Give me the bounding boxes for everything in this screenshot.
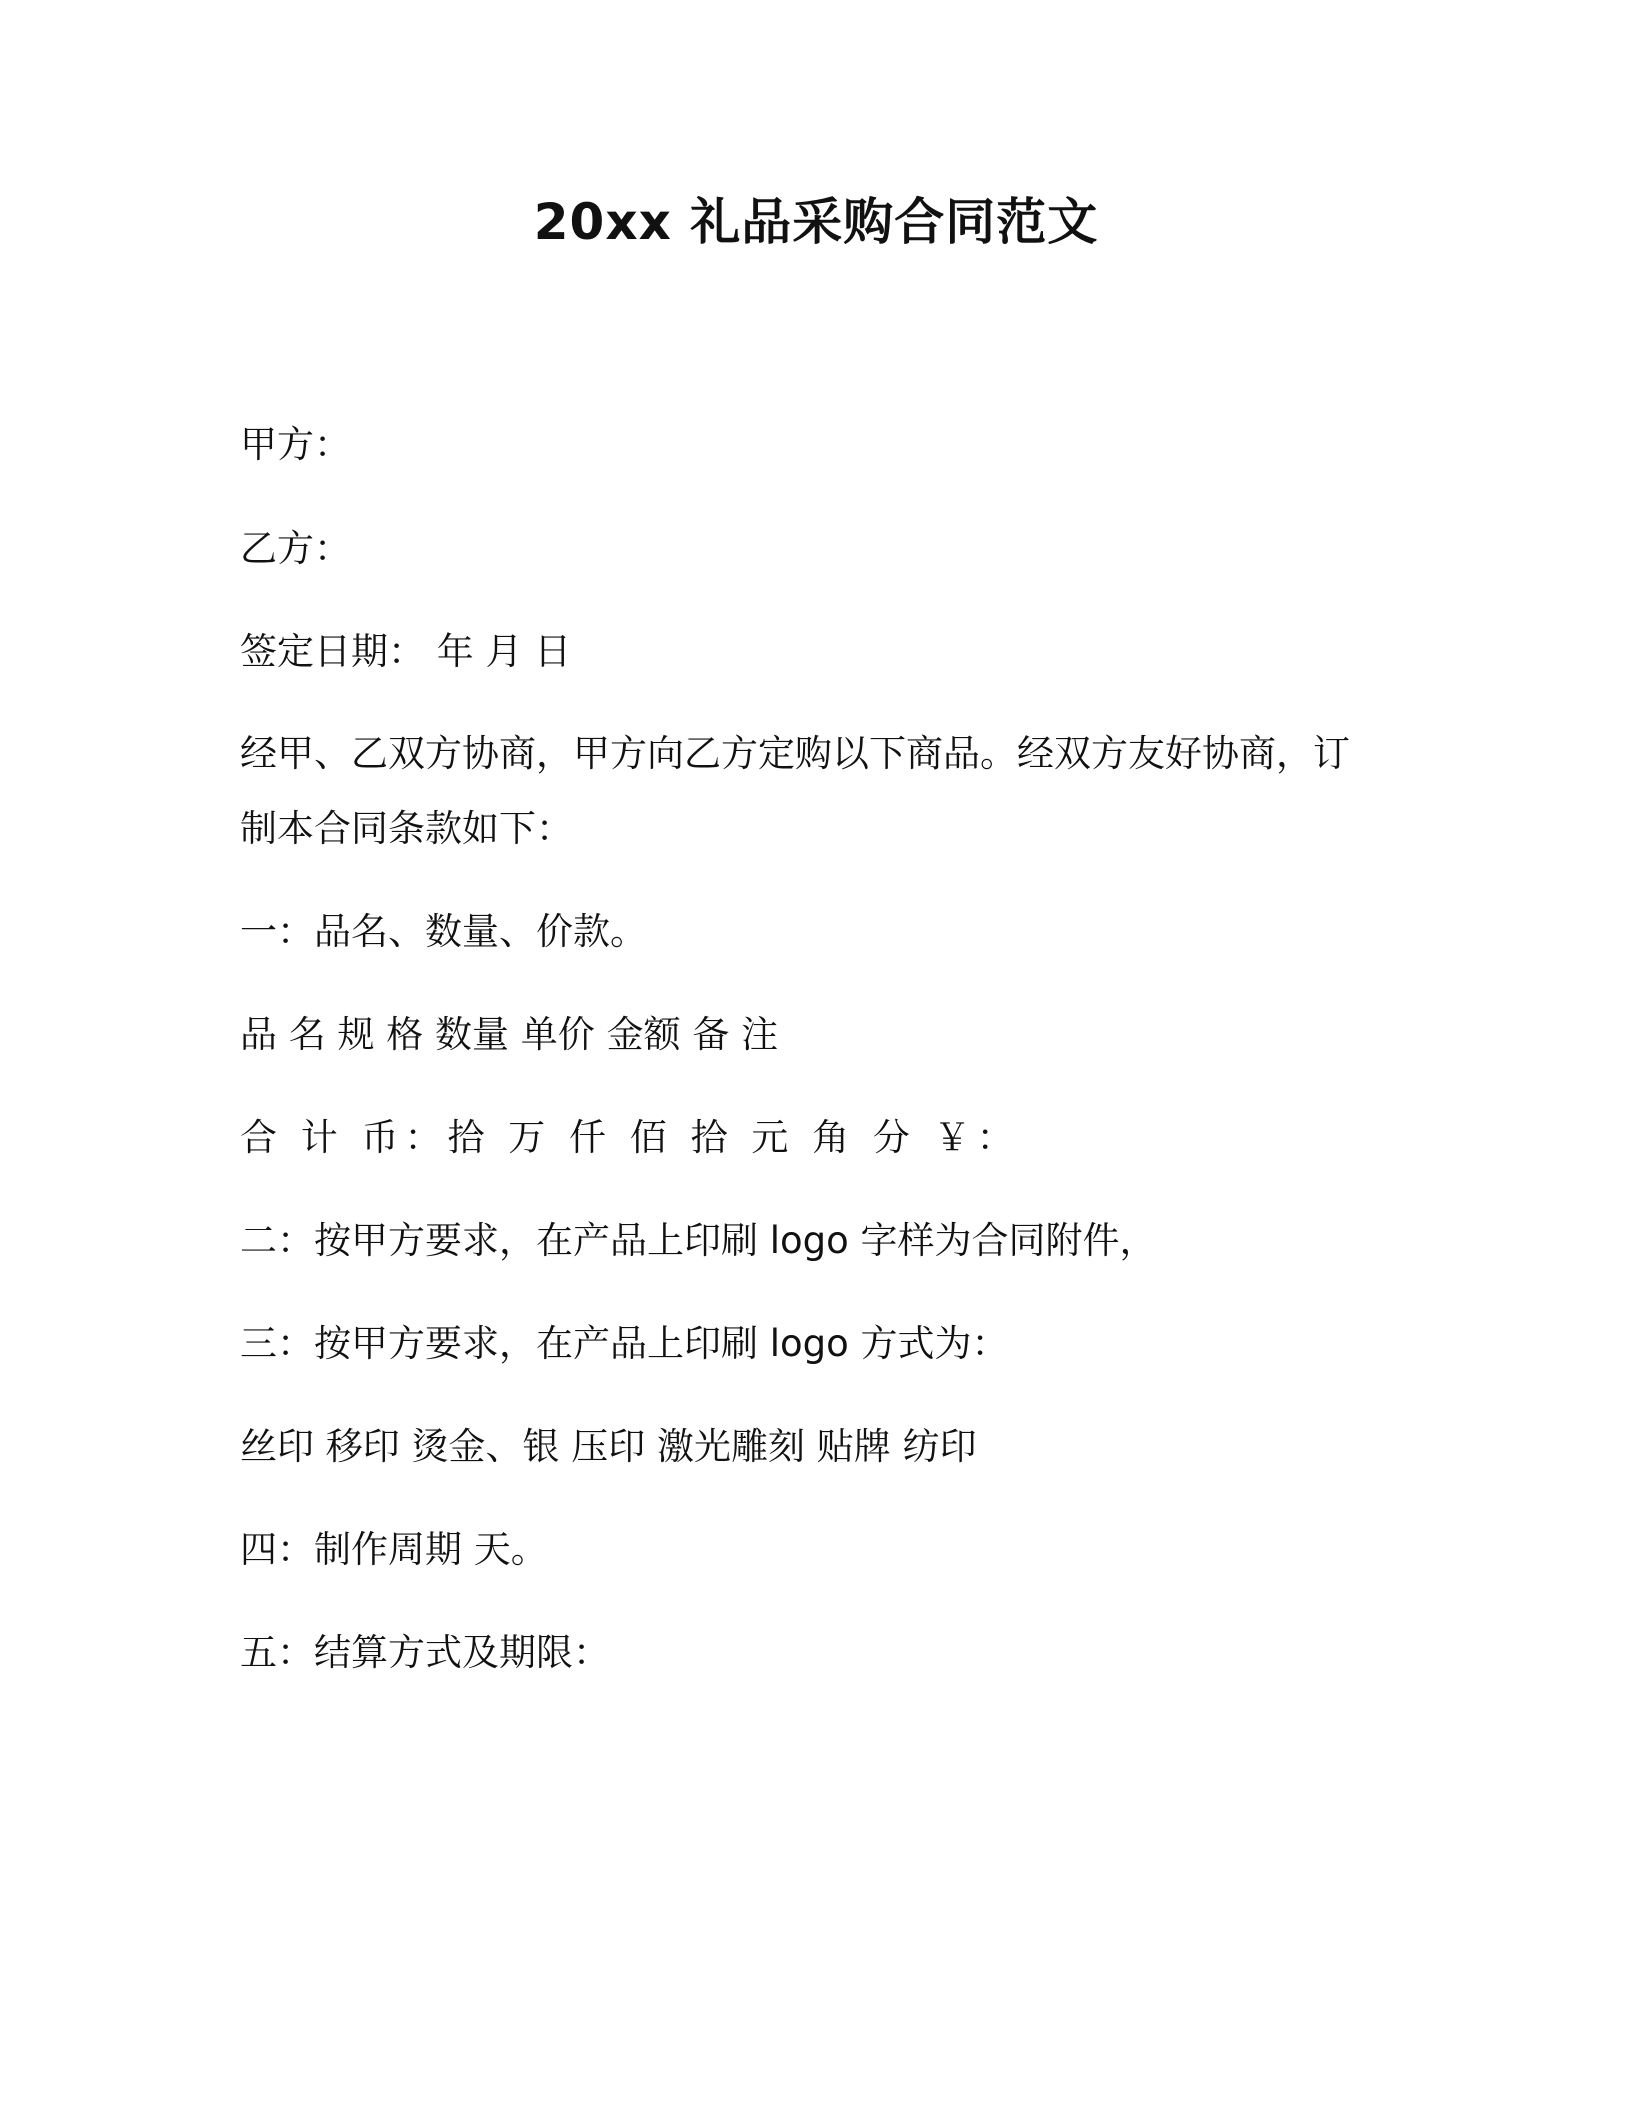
clause-1: 一：品名、数量、价款。: [240, 910, 647, 953]
party-b-line: 乙方：: [240, 527, 351, 570]
print-methods-line: 丝印 移印 烫金、银 压印 激光雕刻 贴牌 纺印: [240, 1425, 977, 1468]
clause-4: 四：制作周期 天。: [240, 1528, 548, 1571]
total-line: 合 计 币：拾 万 仟 佰 拾 元 角 分 ￥：: [240, 1116, 1020, 1159]
clause-2: 二：按甲方要求，在产品上印刷 logo 字样为合同附件，: [240, 1219, 1157, 1262]
intro-line-2: 制本合同条款如下：: [240, 807, 573, 850]
party-a-line: 甲方：: [240, 423, 351, 466]
clause-3: 三：按甲方要求，在产品上印刷 logo 方式为：: [240, 1322, 1009, 1365]
sign-date-line: 签定日期： 年 月 日: [240, 630, 572, 673]
table-header-line: 品 名 规 格 数量 单价 金额 备 注: [240, 1013, 779, 1056]
clause-5: 五：结算方式及期限：: [240, 1631, 610, 1674]
document-title: 20xx 礼品采购合同范文: [533, 193, 1099, 251]
intro-line-1: 经甲、乙双方协商，甲方向乙方定购以下商品。经双方友好协商，订: [240, 732, 1350, 775]
